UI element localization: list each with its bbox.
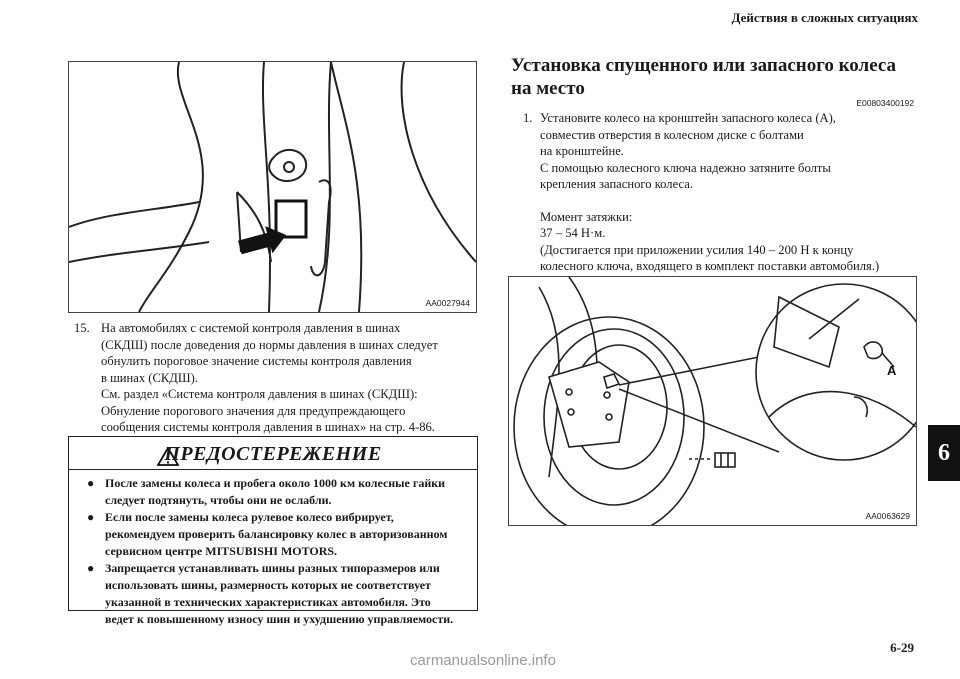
text-line: рекомендуем проверить балансировку колес в авторизованном bbox=[105, 527, 448, 541]
text-line: Если после замены колеса рулевое колесо вибрирует, bbox=[105, 510, 394, 524]
text-line: указанной в технических характеристиках автомобиля. Это bbox=[105, 595, 431, 609]
text-line: Установите колесо на кронштейн запасного колеса (A), bbox=[540, 111, 836, 125]
warning-item bbox=[83, 509, 467, 560]
text-line: совместив отверстия в колесном диске с болтами bbox=[540, 127, 804, 142]
step-1 bbox=[523, 110, 923, 275]
chapter-tab: 6 bbox=[928, 425, 960, 481]
step-number: 15. bbox=[74, 321, 90, 335]
warning-title: ПРЕДОСТЕРЕЖЕНИЕ bbox=[164, 443, 382, 465]
warning-item bbox=[83, 560, 467, 628]
callout-a: A bbox=[887, 363, 897, 378]
text-line: См. раздел «Система контроля давления в шинах (СКДШ): bbox=[101, 387, 418, 401]
text-line: крепления запасного колеса. bbox=[540, 177, 693, 191]
figure-spare-wheel-mount bbox=[508, 276, 917, 526]
section-code: E00803400192 bbox=[856, 98, 914, 108]
text-line: колесного ключа, входящего в комплект поставки автомобиля.) bbox=[540, 259, 880, 273]
spare-wheel-illustration bbox=[509, 277, 916, 525]
step-15-text bbox=[101, 320, 484, 436]
text-line: сообщения системы контроля давления в шинах» на стр. 4-86. bbox=[101, 420, 435, 434]
text-line: следует подтянуть, чтобы они не ослабли. bbox=[105, 493, 332, 507]
text-line: С помощью колесного ключа надежно затяните болты bbox=[540, 160, 831, 175]
text-line: сервисном центре MITSUBISHI MOTORS. bbox=[105, 544, 338, 558]
figure-code: AA0027944 bbox=[425, 298, 470, 308]
title-line: Установка спущенного или запасного колеса bbox=[511, 55, 897, 76]
bullet-icon: ● bbox=[87, 561, 95, 575]
warning-divider bbox=[69, 469, 477, 470]
text-line: Обнуление порогового значения для предупреждающего bbox=[101, 403, 406, 418]
page-number: 6-29 bbox=[890, 640, 914, 655]
text-line: Момент затяжки: bbox=[540, 209, 633, 224]
figure-code: AA0063629 bbox=[865, 511, 910, 521]
watermark: carmanualsonline.info bbox=[410, 652, 556, 669]
warning-list bbox=[83, 475, 467, 628]
text-line: в шинах (СКДШ). bbox=[101, 370, 198, 385]
figure-tire-pressure-label bbox=[68, 61, 477, 313]
text-line: на кронштейне. bbox=[540, 144, 624, 158]
bullet-icon: ● bbox=[87, 476, 95, 490]
text-line: ведет к повышенному износу шин и ухудшению управляемости. bbox=[105, 612, 454, 626]
title-line: на место bbox=[511, 78, 585, 99]
text-line: обнулить пороговое значение системы контроля давления bbox=[101, 354, 412, 368]
bullet-icon: ● bbox=[87, 510, 95, 524]
warning-box bbox=[68, 436, 478, 626]
door-pillar-illustration bbox=[69, 62, 476, 312]
step-1-text bbox=[540, 110, 923, 193]
text-line: После замены колеса и пробега около 1000 км колесные гайки bbox=[105, 476, 446, 490]
step-15 bbox=[74, 320, 484, 436]
running-header: Действия в сложных ситуациях bbox=[731, 10, 918, 25]
section-title bbox=[511, 54, 911, 100]
step-number: 1. bbox=[523, 111, 533, 125]
text-line: 37 – 54 Н·м. bbox=[540, 226, 606, 240]
text-line: Запрещается устанавливать шины разных типоразмеров или bbox=[105, 561, 440, 575]
text-line: (Достигается при приложении усилия 140 – 200 Н к концу bbox=[540, 242, 854, 257]
text-line: использовать шины, размерность которых не соответствует bbox=[105, 578, 431, 592]
text-line: (СКДШ) после доведения до нормы давления в шинах следует bbox=[101, 337, 438, 352]
warning-item bbox=[83, 475, 467, 509]
torque-spec bbox=[540, 209, 923, 275]
text-line: На автомобилях с системой контроля давления в шинах bbox=[101, 321, 401, 335]
